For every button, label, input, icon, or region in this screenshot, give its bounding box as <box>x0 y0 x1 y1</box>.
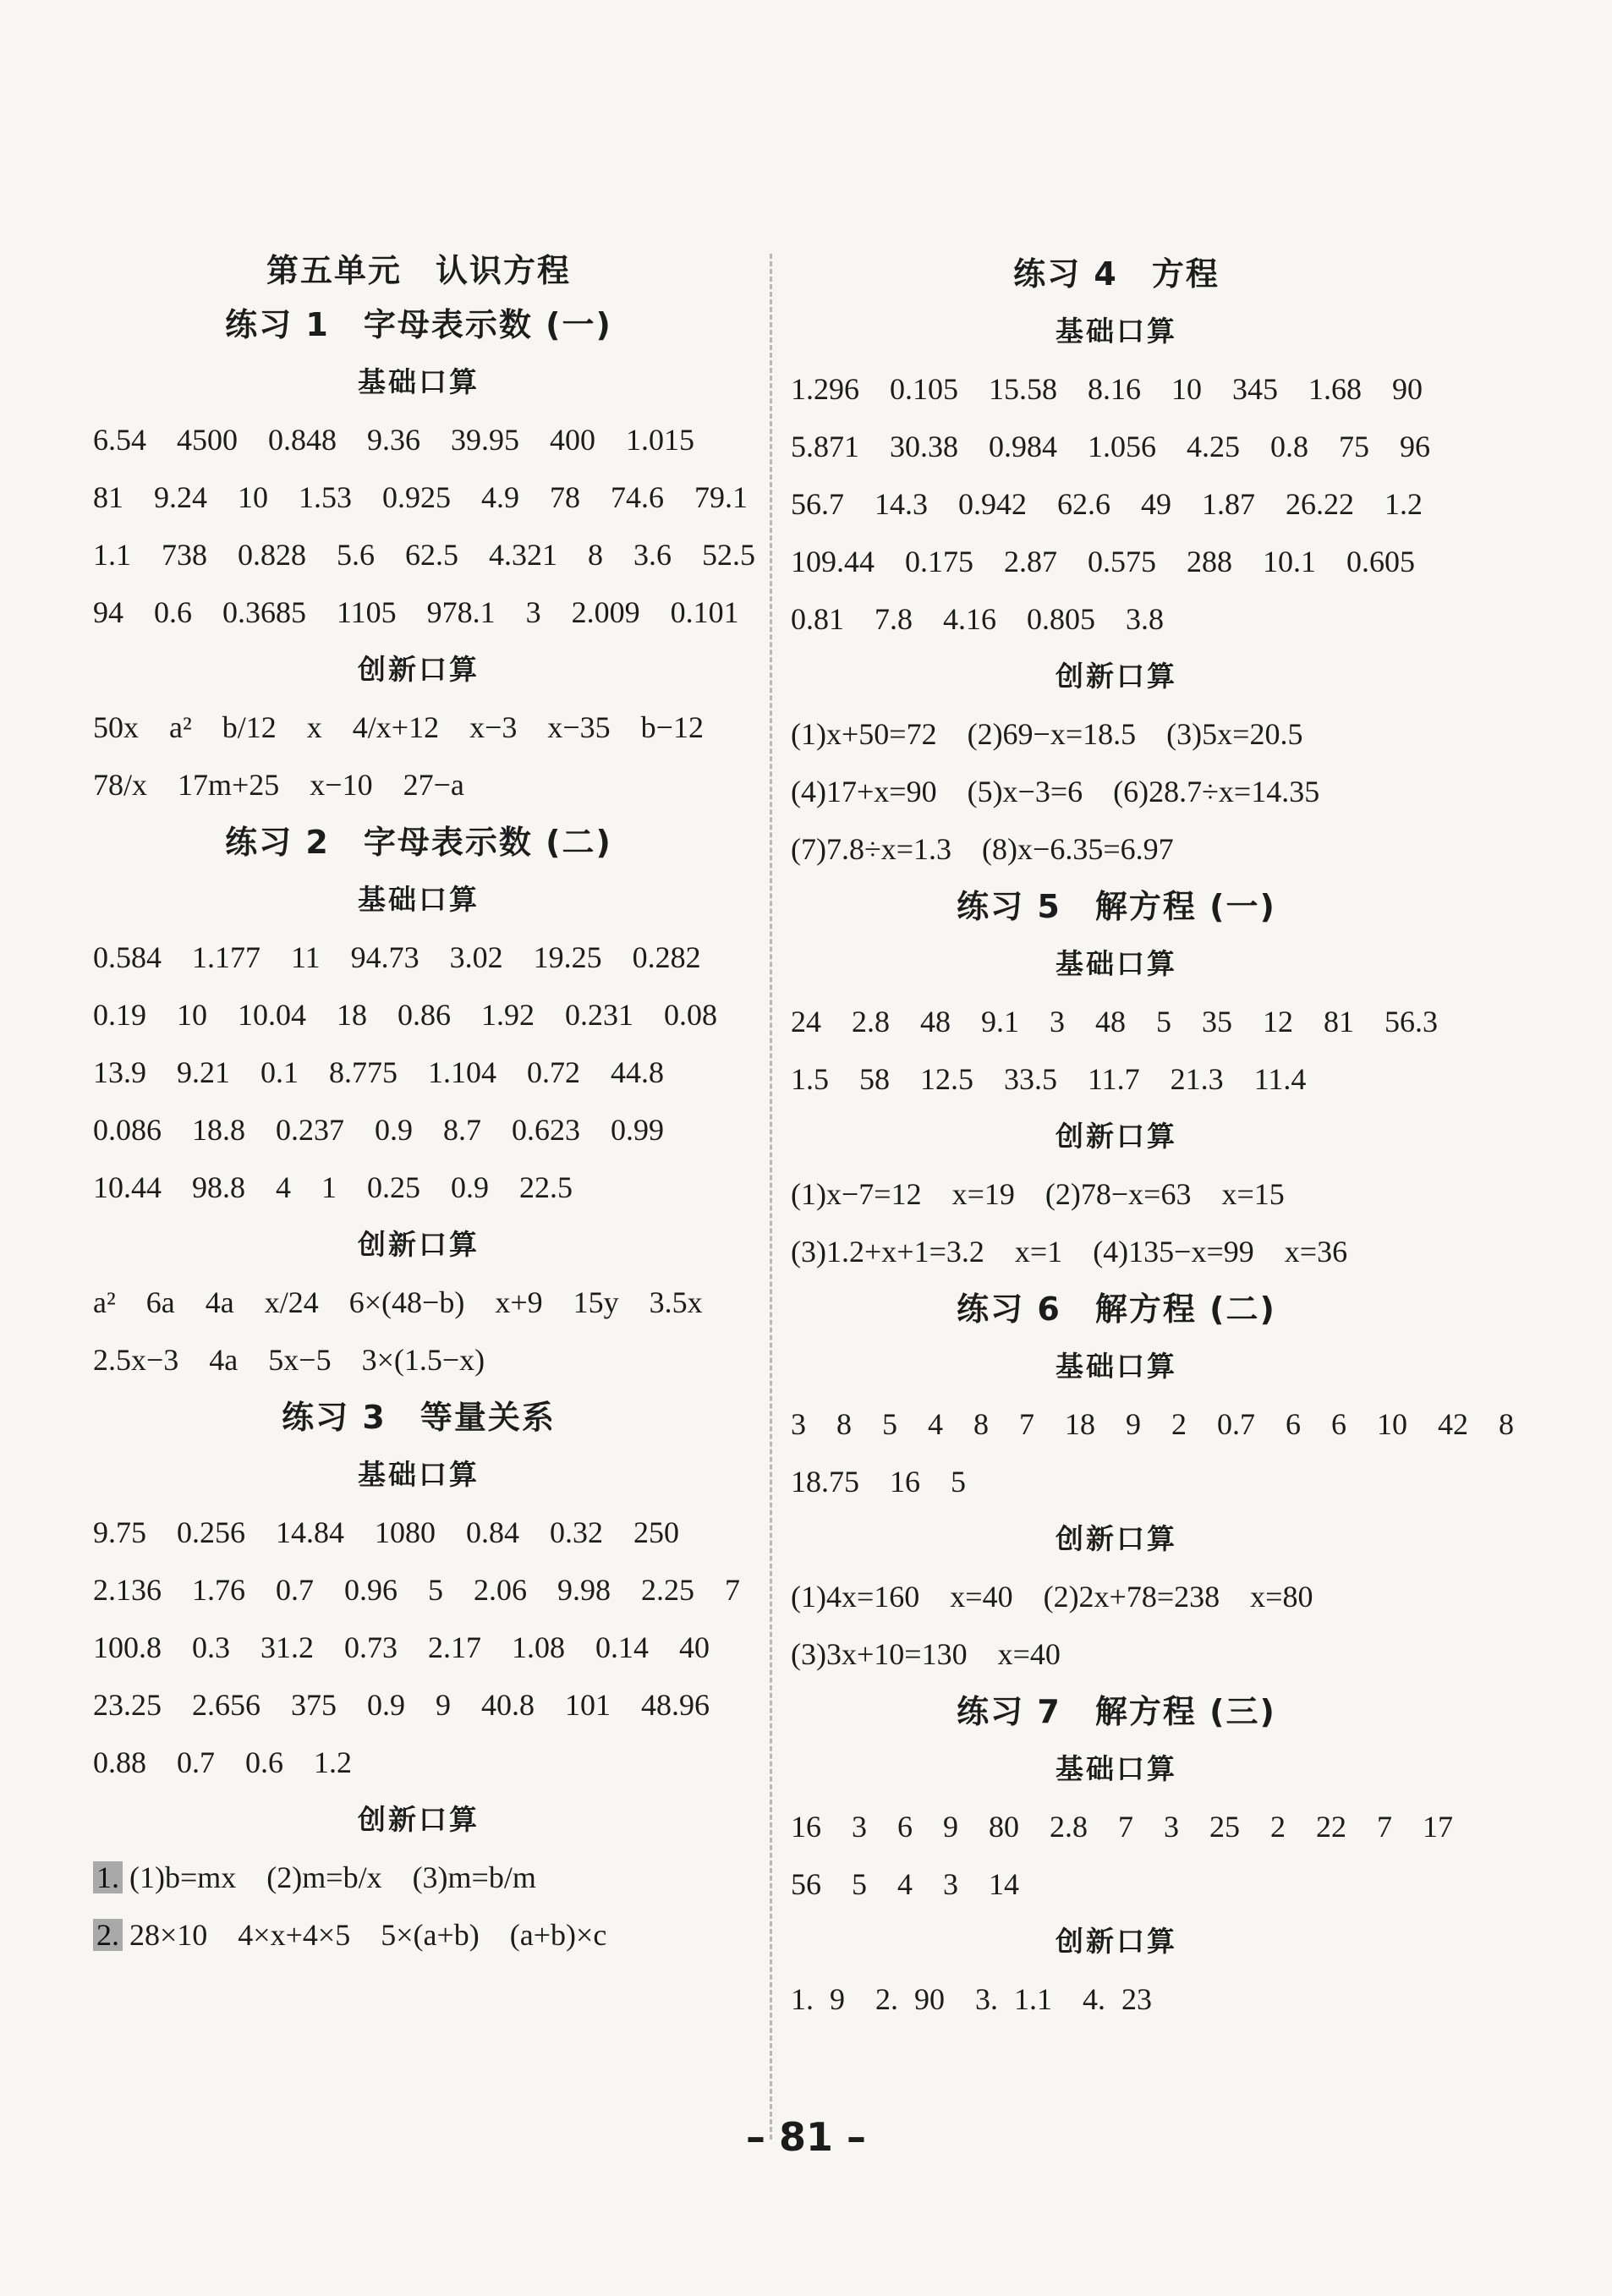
page-number: – 81 – <box>745 2114 867 2160</box>
answer-line: 78/x 17m+25 x−10 27−a <box>93 768 464 802</box>
answer-text: 28×10 4×x+4×5 5×(a+b) (a+b)×c <box>129 1918 607 1952</box>
answer-line: 2.136 1.76 0.7 0.96 5 2.06 9.98 2.25 7 <box>93 1573 741 1607</box>
exercise-title: 练习 6 解方程 (二) <box>957 1290 1276 1328</box>
exercise-title: 练习 5 解方程 (一) <box>957 888 1276 925</box>
answer-line: (3)1.2+x+1=3.2 x=1 (4)135−x=99 x=36 <box>791 1235 1348 1269</box>
answer-line: 0.19 10 10.04 18 0.86 1.92 0.231 0.08 <box>93 998 718 1032</box>
section-heading: 创新口算 <box>1055 1925 1177 1958</box>
right-column <box>791 245 1515 2028</box>
section-heading: 创新口算 <box>1055 660 1177 693</box>
answer-line: 13.9 9.21 0.1 8.775 1.104 0.72 44.8 <box>93 1055 665 1089</box>
answer-text: (1)b=mx (2)m=b/x (3)m=b/m <box>129 1860 536 1894</box>
section-heading: 创新口算 <box>1055 1522 1177 1555</box>
answer-line: 0.584 1.177 11 94.73 3.02 19.25 0.282 <box>93 940 701 974</box>
answer-line: 56.7 14.3 0.942 62.6 49 1.87 26.22 1.2 <box>791 487 1423 521</box>
answer-line: 94 0.6 0.3685 1105 978.1 3 2.009 0.101 <box>93 595 739 629</box>
section-heading: 创新口算 <box>1055 1120 1177 1153</box>
answer-line: 1.296 0.105 15.58 8.16 10 345 1.68 90 <box>791 372 1423 406</box>
section-heading: 创新口算 <box>358 653 480 686</box>
answer-line: (1)4x=160 x=40 (2)2x+78=238 x=80 <box>791 1580 1313 1614</box>
answer-line: 24 2.8 48 9.1 3 48 5 35 12 81 56.3 <box>791 1005 1439 1038</box>
answer-line: 6.54 4500 0.848 9.36 39.95 400 1.015 <box>93 423 695 457</box>
question-number-badge: 2. <box>93 1919 123 1951</box>
exercise-title: 练习 1 字母表示数 (一) <box>225 306 612 343</box>
answer-line: 0.086 18.8 0.237 0.9 8.7 0.623 0.99 <box>93 1113 665 1147</box>
exercise-title: 练习 4 方程 <box>1013 255 1220 293</box>
answer-line: (1)x−7=12 x=19 (2)78−x=63 x=15 <box>791 1177 1285 1211</box>
answer-line: (1)x+50=72 (2)69−x=18.5 (3)5x=20.5 <box>791 717 1303 751</box>
answer-line <box>93 1906 744 1964</box>
section-heading: 基础口算 <box>1055 947 1177 980</box>
unit-title: 第五单元 认识方程 <box>266 252 571 289</box>
exercise-title: 练习 7 解方程 (三) <box>957 1693 1276 1730</box>
section-heading: 基础口算 <box>358 1458 480 1491</box>
answer-line: 3 8 5 4 8 7 18 9 2 0.7 6 6 10 42 8 <box>791 1407 1515 1441</box>
answer-line: 0.81 7.8 4.16 0.805 3.8 <box>791 602 1165 636</box>
answer-line: 18.75 16 5 <box>791 1465 967 1499</box>
answer-line: 1.1 738 0.828 5.6 62.5 4.321 8 3.6 52.5 <box>93 538 756 572</box>
answer-line: 10.44 98.8 4 1 0.25 0.9 22.5 <box>93 1170 573 1204</box>
left-column <box>93 245 756 1964</box>
question-number-badge: 1. <box>93 1861 123 1893</box>
answer-line: 16 3 6 9 80 2.8 7 3 25 2 22 7 17 <box>791 1810 1454 1844</box>
section-heading: 创新口算 <box>358 1803 480 1836</box>
answer-line: 1. 9 2. 90 3. 1.1 4. 23 <box>791 1982 1153 2016</box>
section-heading: 创新口算 <box>358 1228 480 1261</box>
answer-line: 109.44 0.175 2.87 0.575 288 10.1 0.605 <box>791 545 1416 578</box>
answer-line: 50x a² b/12 x 4/x+12 x−3 x−35 b−12 <box>93 710 704 744</box>
section-heading: 基础口算 <box>358 883 480 916</box>
exercise-title: 练习 3 等量关系 <box>282 1399 556 1436</box>
answer-line: 5.871 30.38 0.984 1.056 4.25 0.8 75 96 <box>791 430 1431 463</box>
exercise-title: 练习 2 字母表示数 (二) <box>225 824 612 861</box>
answer-line: 0.88 0.7 0.6 1.2 <box>93 1745 353 1779</box>
answer-line: 81 9.24 10 1.53 0.925 4.9 78 74.6 79.1 <box>93 480 748 514</box>
answer-line: (7)7.8÷x=1.3 (8)x−6.35=6.97 <box>791 832 1174 866</box>
column-divider <box>770 254 772 2140</box>
answer-line: 9.75 0.256 14.84 1080 0.84 0.32 250 <box>93 1515 680 1549</box>
section-heading: 基础口算 <box>1055 1752 1177 1785</box>
section-heading: 基础口算 <box>1055 315 1177 348</box>
answer-line <box>93 1849 744 1906</box>
answer-line: 100.8 0.3 31.2 0.73 2.17 1.08 0.14 40 <box>93 1630 710 1664</box>
answer-line: (4)17+x=90 (5)x−3=6 (6)28.7÷x=14.35 <box>791 775 1320 808</box>
answer-line: a² 6a 4a x/24 6×(48−b) x+9 15y 3.5x <box>93 1285 703 1319</box>
section-heading: 基础口算 <box>1055 1350 1177 1383</box>
answer-line: 56 5 4 3 14 <box>791 1867 1020 1901</box>
answer-line: 1.5 58 12.5 33.5 11.7 21.3 11.4 <box>791 1062 1307 1096</box>
answer-line: 2.5x−3 4a 5x−5 3×(1.5−x) <box>93 1343 485 1377</box>
answer-line: 23.25 2.656 375 0.9 9 40.8 101 48.96 <box>93 1688 710 1722</box>
answer-line: (3)3x+10=130 x=40 <box>791 1637 1061 1671</box>
section-heading: 基础口算 <box>358 365 480 398</box>
